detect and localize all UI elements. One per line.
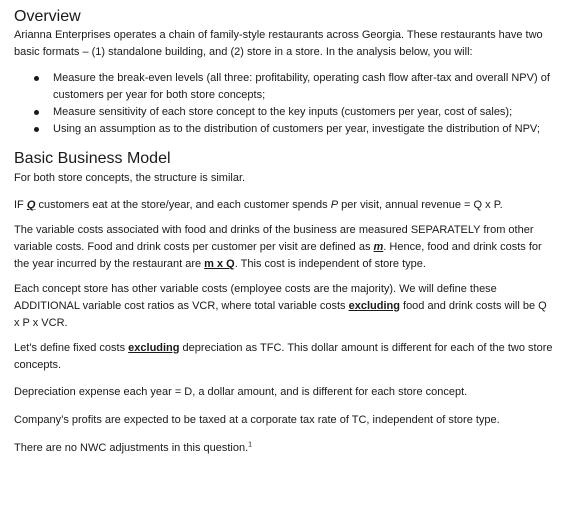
depreciation-paragraph: Depreciation expense each year = D, a dollar amount, and is different for each store concept.: [14, 386, 468, 398]
tfc-excluding-word: excluding: [128, 342, 180, 354]
revenue-paragraph: [14, 197, 555, 214]
variable-costs-text-2: . Hence, food and drink costs for the year incurred by the restaurant are: [14, 241, 542, 270]
basic-model-heading: Basic Business Model: [14, 150, 171, 167]
revenue-text-post: per visit, annual revenue = Q x P.: [338, 199, 503, 211]
bullet-dot-icon: [34, 76, 39, 81]
vcr-paragraph: [14, 281, 555, 332]
tax-paragraph: Company’s profits are expected to be taxed at a corporate tax rate of TC, independent of store type.: [14, 414, 500, 426]
footnote-marker: 1: [248, 441, 253, 449]
revenue-text-pre: IF: [14, 199, 27, 211]
bullet-text: Measure sensitivity of each store concept to the key inputs (customers per year, cost of sales);: [53, 106, 513, 118]
bullet-item: [34, 104, 555, 121]
revenue-text-mid: customers eat at the store/year, and each customer spends: [35, 199, 331, 211]
tfc-paragraph: [14, 340, 555, 374]
tfc-text-1: Let’s define fixed costs: [14, 342, 129, 354]
variable-costs-paragraph: [14, 222, 555, 273]
nwc-paragraph: [14, 440, 555, 457]
vcr-text-1: Each concept store has other variable costs (employee costs are the majority). We will define these ADDITIONAL variable cost ratios as VCR, where total variable costs: [14, 283, 497, 312]
nwc-text: There are no NWC adjustments in this question.: [14, 442, 249, 454]
variable-costs-text-3: . This cost is independent of store type.: [234, 258, 426, 270]
variable-costs-m-symbol: m: [373, 241, 384, 253]
overview-intro: Arianna Enterprises operates a chain of family-style restaurants across Georgia. These restaurants have two basic formats – (1) standalone building, and (2) store in a store. In the analysis below, you will:: [14, 29, 543, 58]
bullet-item: [34, 121, 555, 138]
revenue-p-symbol: P: [330, 199, 339, 211]
bullet-dot-icon: [34, 127, 39, 132]
vcr-text-2: food and drink costs will be Q x P x VCR.: [14, 300, 547, 329]
overview-bullet-list: [14, 70, 555, 138]
bullet-dot-icon: [34, 110, 39, 115]
structure-paragraph: For both store concepts, the structure is similar.: [14, 172, 246, 184]
bullet-item: [34, 70, 555, 104]
variable-costs-text-1: The variable costs associated with food and drinks of the business are measured SEPARATELY from other variable costs. Food and drink costs per customer per visit are defined as: [14, 224, 534, 253]
revenue-q-symbol: Q: [26, 199, 36, 211]
tfc-text-2: depreciation as TFC. This dollar amount is different for each of the two store concepts.: [14, 342, 553, 371]
overview-heading: Overview: [14, 8, 81, 25]
variable-costs-mxq-symbol: m x Q: [204, 258, 235, 270]
vcr-excluding-word: excluding: [348, 300, 400, 312]
bullet-text: Measure the break-even levels (all three: profitability, operating cash flow after-tax and overall NPV) of customers per year for both store concepts;: [53, 72, 550, 101]
bullet-text: Using an assumption as to the distribution of customers per year, investigate the distribution of NPV;: [53, 123, 540, 135]
